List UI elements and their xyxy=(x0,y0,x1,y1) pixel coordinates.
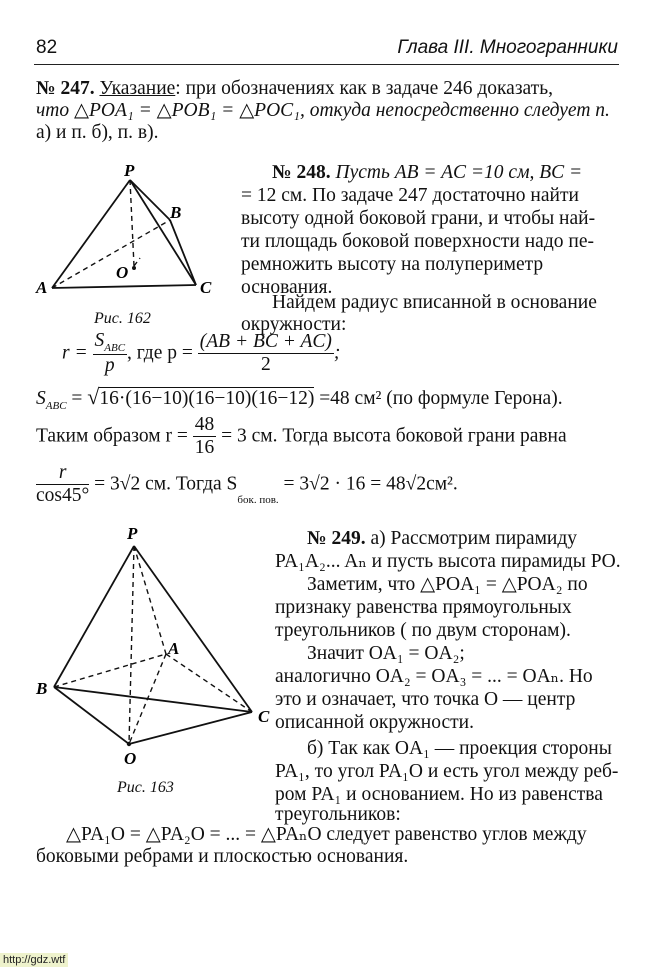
p249-line-5: Значит OA₁ = OA₂; xyxy=(307,643,465,664)
formula1-fraction2 xyxy=(198,331,334,376)
p249-number: № 249. xyxy=(307,528,366,549)
formula-radius xyxy=(62,330,340,377)
p249-line-1: PA₁A₂... Aₙ и пусть высота пирамиды PO. xyxy=(275,551,621,572)
final-fraction xyxy=(36,462,89,507)
p249-line-9: б) Так как OA₁ — проекция стороны xyxy=(307,738,612,759)
p249-line-8: описанной окружности. xyxy=(275,712,474,733)
formula1-den2: 2 xyxy=(260,353,271,375)
p248-line-5: основания. xyxy=(241,277,333,298)
formula1-end: ; xyxy=(333,342,341,364)
p249-line-11: ром PA₁ и основанием. Но из равенства xyxy=(275,784,603,805)
p247-line1 xyxy=(36,78,553,100)
p249-line-14: боковыми ребрами и плоскостью основания. xyxy=(36,846,409,867)
formula-heron xyxy=(36,386,563,417)
figure-163 xyxy=(30,522,270,772)
final-rest2: = 3√2 · 16 = 48√2см². xyxy=(283,473,458,495)
thus-start: Таким образом r = xyxy=(36,425,188,447)
formula1-num-sub: ABC xyxy=(104,341,126,354)
p248-line-6: Найдем радиус вписанной в основание xyxy=(272,292,597,313)
p248-line-3: ти площадь боковой поверхности надо пе- xyxy=(241,231,594,252)
fig162-caption: Рис. 162 xyxy=(94,310,151,327)
p248-line-7: окружности: xyxy=(241,314,347,335)
p249-line-4: треугольников ( по двум сторонам). xyxy=(275,620,571,641)
watermark-link[interactable]: http://gdz.wtf xyxy=(0,953,68,967)
fig162-label-c: C xyxy=(200,278,212,297)
p248-line-0 xyxy=(272,162,582,184)
thus-fraction xyxy=(193,414,217,459)
formula1-num2: (AB + BC + AC) xyxy=(199,330,332,352)
p249-line-12: треугольников: xyxy=(275,804,401,825)
final-num: r xyxy=(36,462,89,485)
p248-line0-text: Пусть AB = AC =10 см, BC = xyxy=(335,162,583,183)
p248-number: № 248. xyxy=(272,162,331,183)
formula2-eq: = xyxy=(71,388,83,409)
thus-num: 48 xyxy=(194,414,215,435)
fig163-label-c: C xyxy=(258,707,270,726)
fig163-label-a: A xyxy=(168,639,180,658)
p249-line-2: Заметим, что △POA₁ = △POA₂ по xyxy=(307,574,588,595)
final-den: cos45° xyxy=(36,485,90,506)
formula1-num: S xyxy=(94,330,105,351)
line-final xyxy=(36,462,458,507)
p249-line-13: △PA₁O = △PA₂O = ... = △PAₙO следует равенство углов между xyxy=(66,824,587,845)
formula1-den: p xyxy=(104,354,115,376)
header-rule xyxy=(34,64,619,65)
final-sub: бок. пов. xyxy=(237,493,279,506)
fig162-label-p: P xyxy=(124,161,135,180)
p248-line-1: = 12 см. По задаче 247 достаточно найти xyxy=(241,185,579,206)
formula1-r: r = xyxy=(62,342,88,364)
fig162-label-b: B xyxy=(170,203,182,222)
formula1-fraction xyxy=(93,330,128,377)
p249-line-10: PA₁, то угол PA₁O и есть угол между реб- xyxy=(275,761,619,782)
p248-line-2: высоту одной боковой грани, и чтобы най- xyxy=(241,208,596,229)
fig163-caption: Рис. 163 xyxy=(117,779,174,796)
p247-line2: что △POA₁ = △POB₁ = △POC₁, откуда непосредственно следует п. xyxy=(36,100,610,121)
formula2-root: 16·(16−10)(16−10)(16−12) xyxy=(99,388,315,409)
p247-line3: а) и п. б), п. в). xyxy=(36,122,159,143)
fig163-label-o: O xyxy=(124,749,137,768)
fig162-label-o: O xyxy=(116,263,129,282)
chapter-title: Глава III. Многогранники xyxy=(397,37,618,58)
fig163-label-b: B xyxy=(36,679,48,698)
formula2-s: S xyxy=(36,388,46,409)
p247-number: № 247. xyxy=(36,78,95,99)
p247-hint-label: Указание xyxy=(99,78,176,99)
fig163-label-p: P xyxy=(127,524,138,543)
p249-line0-text: а) Рассмотрим пирамиду xyxy=(370,528,578,549)
p249-line-7: это и означает, что точка O — центр xyxy=(275,689,576,710)
formula2-sub: ABC xyxy=(45,399,67,412)
line-thus xyxy=(36,414,567,459)
final-rest1: = 3√2 см. Тогда S xyxy=(94,473,238,495)
p249-line-6: аналогично OA₂ = OA₃ = ... = OAₙ. Но xyxy=(275,666,593,687)
formula2-rest: =48 см² (по формуле Герона). xyxy=(319,388,563,409)
p247-line1-rest: : при обозначениях как в задаче 246 доказать, xyxy=(175,78,553,99)
sqrt-icon: √ xyxy=(87,384,100,409)
p249-line-3: признаку равенства прямоугольных xyxy=(275,597,572,618)
page-number: 82 xyxy=(36,37,58,58)
thus-den: 16 xyxy=(194,437,215,458)
fig162-label-a: A xyxy=(36,278,48,297)
p248-line-4: ремножить высоту на полупериметр xyxy=(241,254,544,275)
thus-rest: = 3 см. Тогда высота боковой грани равна xyxy=(221,425,567,447)
p249-line-0 xyxy=(307,528,577,550)
formula1-mid: , где p = xyxy=(127,342,193,364)
